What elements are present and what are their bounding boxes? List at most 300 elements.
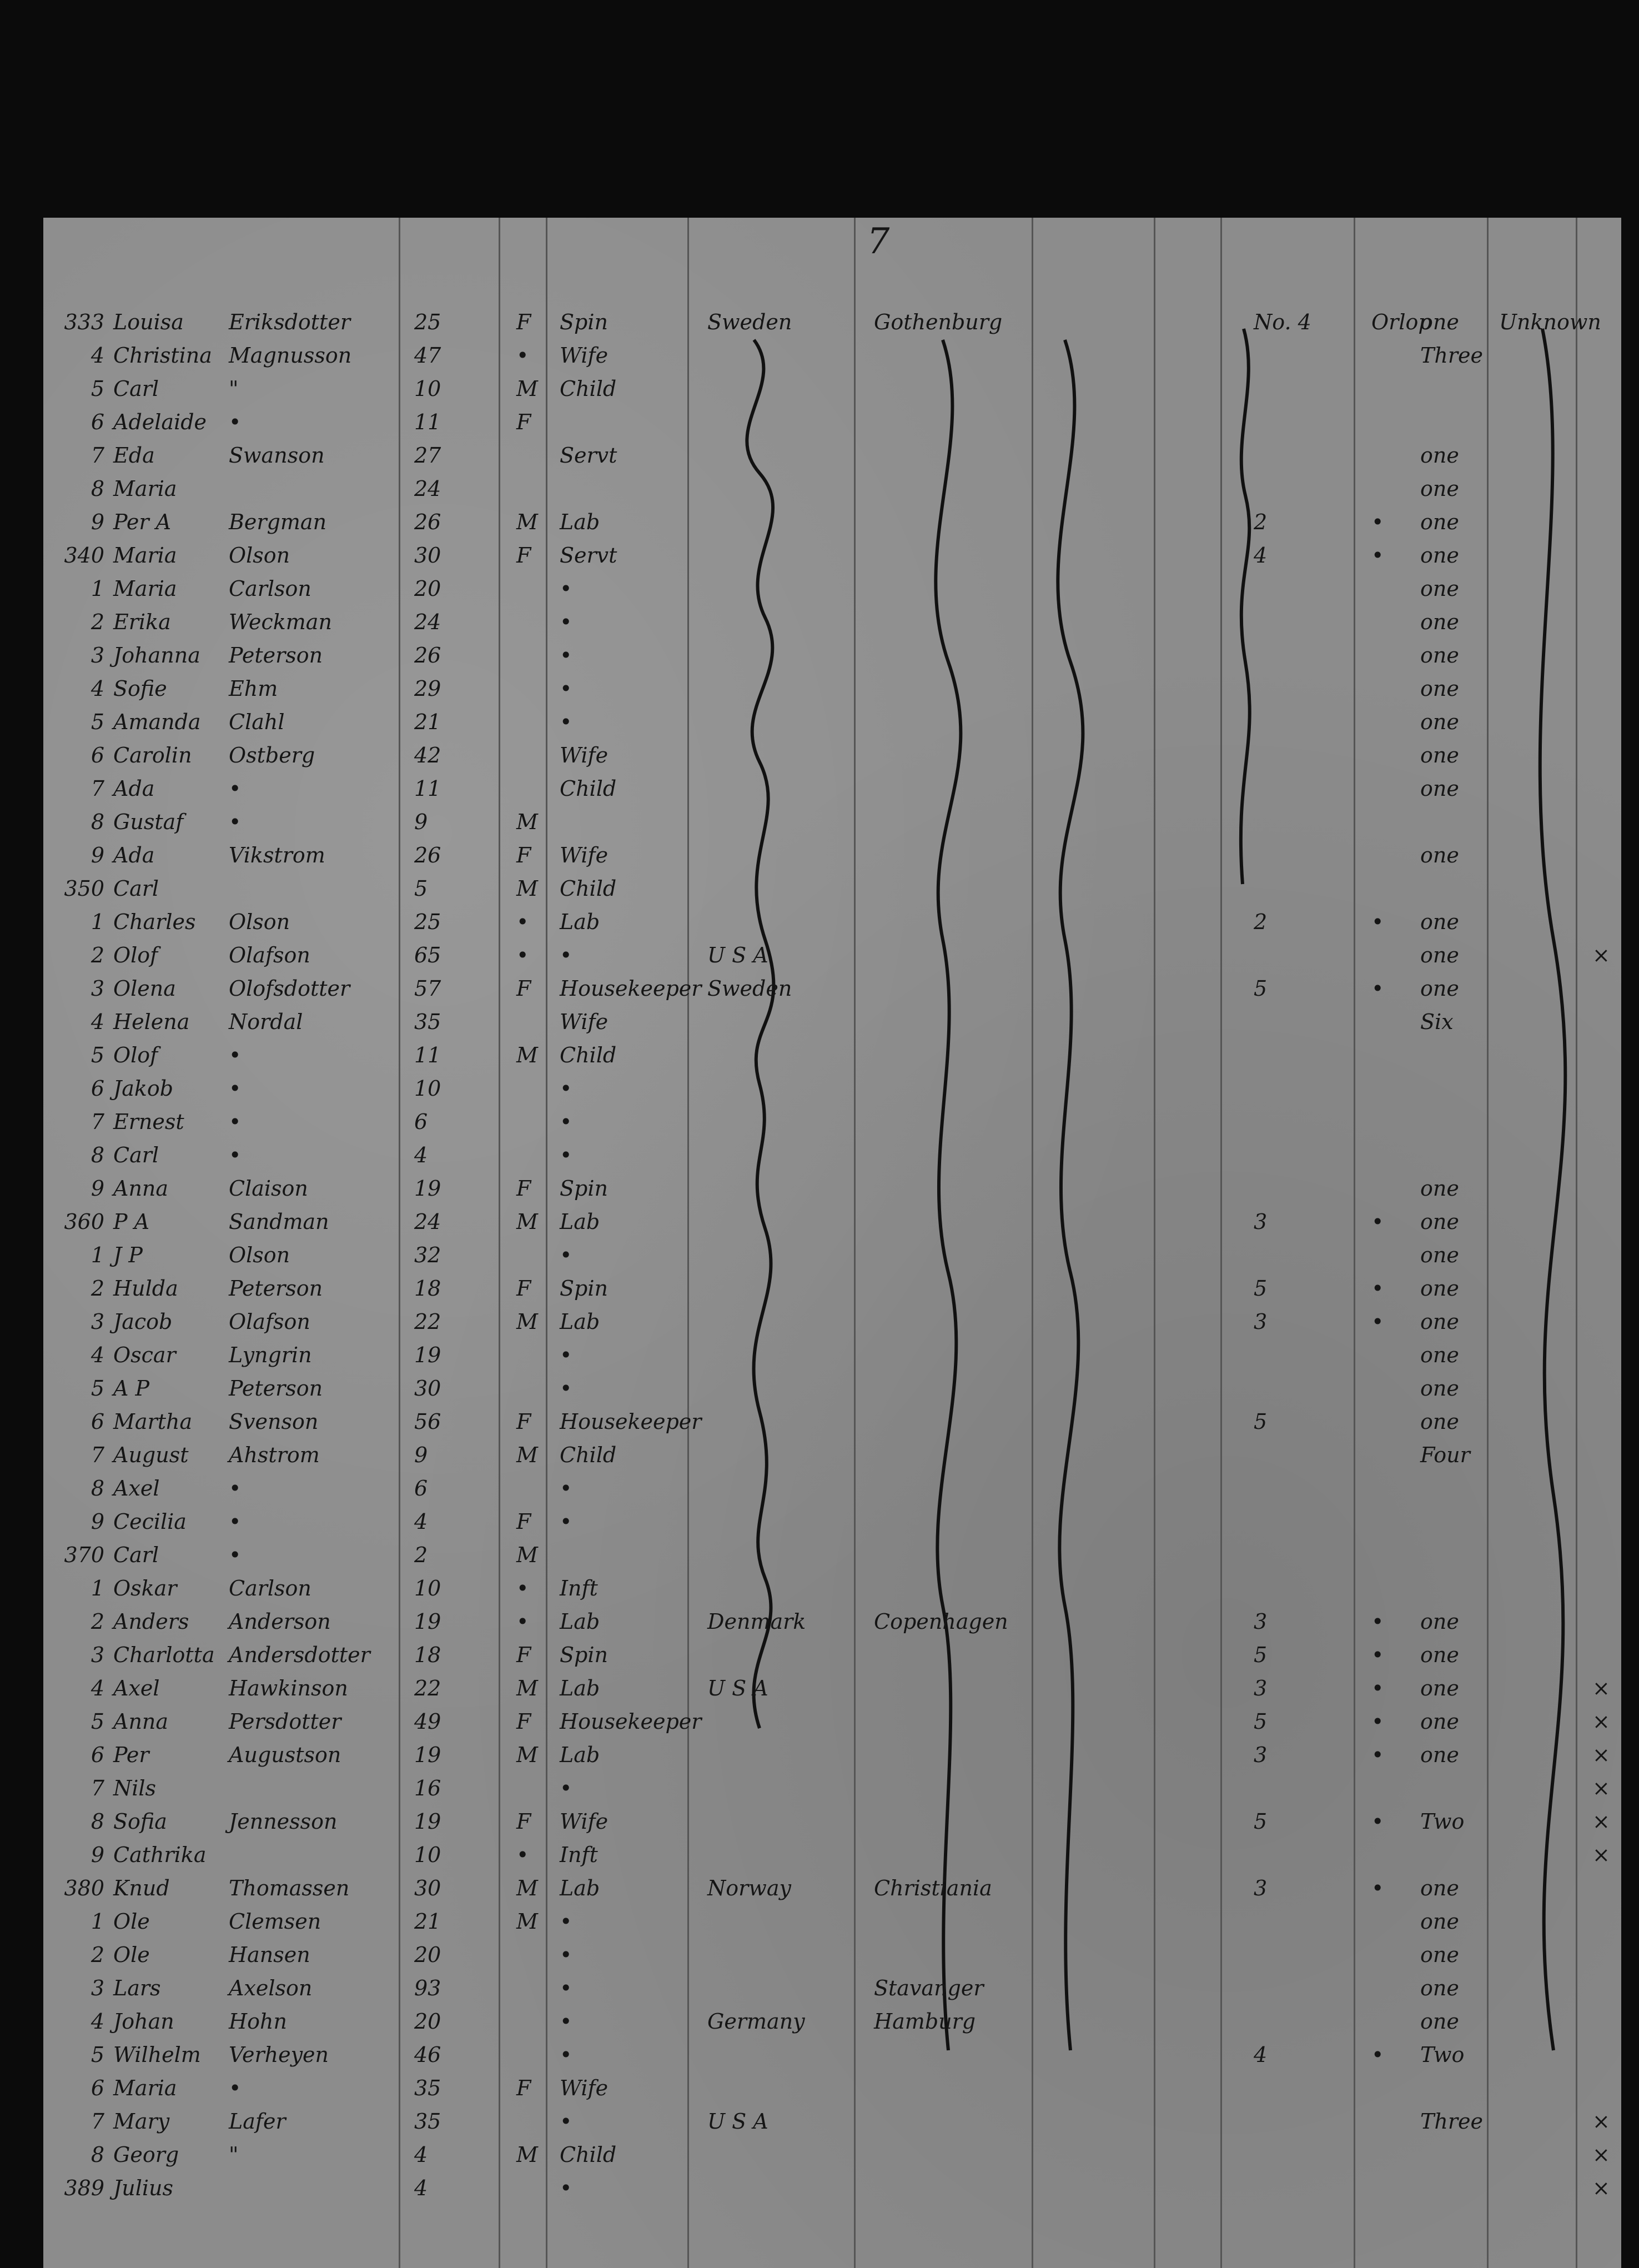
- entry-number: 5: [91, 2043, 104, 2067]
- surname: Svenson: [229, 1409, 319, 1434]
- surname: Ahstrom: [229, 1443, 320, 1467]
- entry-number: 3: [91, 1309, 104, 1334]
- given-name: Wilhelm: [113, 2043, 201, 2067]
- compartment-location: •: [1371, 1276, 1384, 1301]
- pieces-of-baggage: one: [1420, 1343, 1459, 1367]
- table-row: [43, 1471, 1621, 1504]
- table-row: [43, 871, 1621, 904]
- entry-number: 6: [91, 1409, 104, 1434]
- age: 19: [414, 1176, 441, 1201]
- age: 22: [414, 1676, 441, 1700]
- occupation: •: [560, 1376, 572, 1401]
- table-row: [43, 1970, 1621, 2004]
- occupation: •: [560, 1509, 572, 1534]
- occupation: Wife: [560, 2076, 609, 2100]
- entry-number: 389: [64, 2176, 104, 2200]
- pieces-of-baggage: one: [1420, 1176, 1459, 1201]
- age: 65: [414, 943, 441, 967]
- surname: Peterson: [229, 1376, 323, 1401]
- table-row: [43, 1604, 1621, 1637]
- surname: Axelson: [229, 1976, 313, 2000]
- entry-number: 333: [64, 310, 104, 334]
- pieces-of-baggage: one: [1420, 2009, 1459, 2034]
- compartment-number: 4: [1254, 2043, 1268, 2067]
- compartment-location: •: [1371, 543, 1384, 568]
- occupation: •: [560, 2009, 572, 2034]
- table-row: [43, 704, 1621, 737]
- sex: M: [516, 1543, 538, 1567]
- given-name: Louisa: [113, 310, 184, 334]
- entry-number: 7: [91, 776, 104, 801]
- given-name: P A: [113, 1210, 150, 1234]
- table-row: [43, 1004, 1621, 1037]
- given-name: Johanna: [113, 643, 200, 668]
- age: 10: [414, 1576, 441, 1600]
- surname: Vikstrom: [229, 843, 325, 867]
- entry-number: 4: [91, 1343, 104, 1367]
- table-row: [43, 1037, 1621, 1071]
- surname: Clahl: [229, 710, 285, 734]
- country: U S A: [707, 943, 768, 967]
- entry-number: 2: [91, 1943, 104, 1967]
- compartment-number: 3: [1254, 1210, 1268, 1234]
- pieces-of-baggage: one: [1420, 1309, 1459, 1334]
- surname: •: [229, 1143, 242, 1167]
- age: 11: [414, 776, 441, 801]
- entry-number: 7: [91, 1776, 104, 1800]
- entry-number: 8: [91, 810, 104, 834]
- passenger-rows: [43, 304, 1621, 2204]
- table-row: [43, 504, 1621, 538]
- occupation: Spin: [560, 310, 608, 334]
- compartment-number: 3: [1254, 1676, 1268, 1700]
- sex: F: [516, 976, 531, 1001]
- given-name: Jacob: [113, 1309, 173, 1334]
- entry-number: 6: [91, 743, 104, 767]
- pieces-of-baggage: Two: [1420, 1809, 1465, 1834]
- compartment-number: 5: [1254, 1643, 1268, 1667]
- given-name: Julius: [113, 2176, 173, 2200]
- pieces-of-baggage: Two: [1420, 2043, 1465, 2067]
- sex: •: [516, 943, 529, 967]
- compartment-location: •: [1371, 2043, 1384, 2067]
- surname: Olafson: [229, 943, 310, 967]
- table-row: [43, 1904, 1621, 1937]
- entry-number: 3: [91, 1976, 104, 2000]
- table-row: [43, 904, 1621, 937]
- compartment-number: 2: [1254, 910, 1268, 934]
- sex: F: [516, 1409, 531, 1434]
- given-name: Oscar: [113, 1343, 176, 1367]
- pieces-of-baggage: one: [1420, 476, 1459, 501]
- surname: Clemsen: [229, 1909, 321, 1934]
- table-row: [43, 1304, 1621, 1337]
- age: 25: [414, 910, 441, 934]
- entry-number: 5: [91, 1376, 104, 1401]
- occupation: Housekeeper: [560, 976, 702, 1001]
- margin-mark: ×: [1592, 2142, 1610, 2167]
- pieces-of-baggage: one: [1420, 843, 1459, 867]
- given-name: Axel: [113, 1476, 160, 1501]
- surname: •: [229, 1543, 242, 1567]
- age: 26: [414, 843, 441, 867]
- surname: Eriksdotter: [229, 310, 350, 334]
- surname: Peterson: [229, 1276, 323, 1301]
- sex: F: [516, 1709, 531, 1734]
- table-row: [43, 771, 1621, 804]
- pieces-of-baggage: one: [1420, 676, 1459, 701]
- margin-mark: ×: [1592, 1809, 1610, 1834]
- age: 57: [414, 976, 441, 1001]
- sex: •: [516, 1843, 529, 1867]
- surname: Ostberg: [229, 743, 315, 767]
- occupation: Housekeeper: [560, 1409, 702, 1434]
- given-name: Knud: [113, 1876, 170, 1900]
- given-name: Ernest: [113, 1110, 184, 1134]
- age: 26: [414, 643, 441, 668]
- given-name: Ada: [113, 843, 155, 867]
- occupation: Lab: [560, 510, 600, 534]
- table-row: [43, 1371, 1621, 1404]
- surname: Hohn: [229, 2009, 287, 2034]
- country: Sweden: [707, 976, 792, 1001]
- given-name: Maria: [113, 2076, 177, 2100]
- occupation: Child: [560, 1043, 617, 1067]
- table-row: [43, 937, 1621, 971]
- pieces-of-baggage: one: [1420, 1609, 1459, 1634]
- surname: •: [229, 1476, 242, 1501]
- surname: Augustson: [229, 1743, 341, 1767]
- table-row: [43, 638, 1621, 671]
- surname: Sandman: [229, 1210, 329, 1234]
- occupation: •: [560, 710, 572, 734]
- country: Germany: [707, 2009, 805, 2034]
- given-name: Anna: [113, 1709, 169, 1734]
- surname: ": [229, 2142, 239, 2167]
- age: 19: [414, 1343, 441, 1367]
- margin-mark: ×: [1592, 1743, 1610, 1767]
- entry-number: 8: [91, 1143, 104, 1167]
- entry-number: 3: [91, 643, 104, 668]
- table-row: [43, 338, 1621, 371]
- age: 10: [414, 1076, 441, 1101]
- margin-mark: ×: [1592, 943, 1610, 967]
- given-name: Maria: [113, 576, 177, 601]
- age: 25: [414, 310, 441, 334]
- compartment-number: 2: [1254, 510, 1268, 534]
- age: 32: [414, 1243, 441, 1267]
- entry-number: 6: [91, 1076, 104, 1101]
- given-name: Erika: [113, 610, 171, 634]
- surname: Olson: [229, 543, 290, 568]
- entry-number: 6: [91, 410, 104, 434]
- entry-number: 8: [91, 1476, 104, 1501]
- given-name: Helena: [113, 1010, 190, 1034]
- age: 5: [414, 876, 428, 901]
- occupation: Child: [560, 776, 617, 801]
- compartment-number: 3: [1254, 1309, 1268, 1334]
- occupation: Spin: [560, 1276, 608, 1301]
- occupation: Child: [560, 1443, 617, 1467]
- pieces-of-baggage: one: [1420, 943, 1459, 967]
- age: 18: [414, 1276, 441, 1301]
- pieces-of-baggage: one: [1420, 1909, 1459, 1934]
- occupation: •: [560, 1976, 572, 2000]
- occupation: •: [560, 1143, 572, 1167]
- page-number: 7: [867, 221, 890, 262]
- surname: Olafson: [229, 1309, 310, 1334]
- compartment-location: •: [1371, 976, 1384, 1001]
- compartment-number: No. 4: [1254, 310, 1311, 334]
- given-name: Carl: [113, 1143, 159, 1167]
- occupation: •: [560, 676, 572, 701]
- age: 18: [414, 1643, 441, 1667]
- entry-number: 9: [91, 1509, 104, 1534]
- country: Sweden: [707, 310, 792, 334]
- occupation: Wife: [560, 743, 609, 767]
- surname: •: [229, 776, 242, 801]
- surname: Nordal: [229, 1010, 303, 1034]
- pieces-of-baggage: one: [1420, 543, 1459, 568]
- sex: M: [516, 876, 538, 901]
- sex: M: [516, 1043, 538, 1067]
- given-name: Hulda: [113, 1276, 178, 1301]
- compartment-number: 3: [1254, 1609, 1268, 1634]
- compartment-location: •: [1371, 1609, 1384, 1634]
- pieces-of-baggage: one: [1420, 1243, 1459, 1267]
- entry-number: 9: [91, 1176, 104, 1201]
- age: 20: [414, 1943, 441, 1967]
- sex: F: [516, 310, 531, 334]
- compartment-location: •: [1371, 1210, 1384, 1234]
- sex: F: [516, 1509, 531, 1534]
- surname: •: [229, 2076, 242, 2100]
- pieces-of-baggage: one: [1420, 976, 1459, 1001]
- sex: M: [516, 1210, 538, 1234]
- pieces-of-baggage: one: [1420, 310, 1459, 334]
- given-name: Adelaide: [113, 410, 207, 434]
- surname: Lafer: [229, 2109, 286, 2134]
- sex: M: [516, 1876, 538, 1900]
- surname: •: [229, 410, 242, 434]
- entry-number: 4: [91, 676, 104, 701]
- table-row: [43, 304, 1621, 338]
- occupation: Housekeeper: [560, 1709, 702, 1734]
- compartment-location: •: [1371, 510, 1384, 534]
- pieces-of-baggage: one: [1420, 743, 1459, 767]
- table-row: [43, 1704, 1621, 1737]
- entry-number: 1: [91, 910, 104, 934]
- surname: Lyngrin: [229, 1343, 312, 1367]
- entry-number: 7: [91, 443, 104, 468]
- given-name: Olof: [113, 1043, 158, 1067]
- given-name: Nils: [113, 1776, 157, 1800]
- sex: F: [516, 410, 531, 434]
- given-name: Eda: [113, 443, 155, 468]
- sex: M: [516, 1676, 538, 1700]
- sex: M: [516, 377, 538, 401]
- manifest-page: [43, 218, 1621, 2268]
- port: Hamburg: [874, 2009, 976, 2034]
- given-name: Anna: [113, 1176, 169, 1201]
- age: 21: [414, 1909, 441, 1934]
- entry-number: 7: [91, 1110, 104, 1134]
- entry-number: 370: [64, 1543, 104, 1567]
- table-row: [43, 2137, 1621, 2170]
- age: 11: [414, 1043, 441, 1067]
- surname: Verheyen: [229, 2043, 329, 2067]
- table-row: [43, 1504, 1621, 1537]
- table-row: [43, 1404, 1621, 1437]
- sex: M: [516, 1309, 538, 1334]
- compartment-number: 5: [1254, 1709, 1268, 1734]
- entry-number: 350: [64, 876, 104, 901]
- pieces-of-baggage: one: [1420, 576, 1459, 601]
- given-name: August: [113, 1443, 189, 1467]
- compartment-location: •: [1371, 1643, 1384, 1667]
- given-name: Charlotta: [113, 1643, 215, 1667]
- sex: F: [516, 543, 531, 568]
- entry-number: 4: [91, 2009, 104, 2034]
- pieces-of-baggage: one: [1420, 1210, 1459, 1234]
- entry-number: 2: [91, 1609, 104, 1634]
- sex: F: [516, 2076, 531, 2100]
- entry-number: 8: [91, 476, 104, 501]
- surname: Carlson: [229, 576, 311, 601]
- port: Gothenburg: [874, 310, 1003, 334]
- age: 24: [414, 1210, 441, 1234]
- compartment-number: 3: [1254, 1743, 1268, 1767]
- surname: Andersdotter: [229, 1643, 370, 1667]
- pieces-of-baggage: one: [1420, 710, 1459, 734]
- port: Copenhagen: [874, 1609, 1008, 1634]
- pieces-of-baggage: one: [1420, 776, 1459, 801]
- port: Christiania: [874, 1876, 992, 1900]
- table-row: [43, 1071, 1621, 1104]
- margin-mark: ×: [1592, 1676, 1610, 1700]
- pieces-of-baggage: one: [1420, 1976, 1459, 2000]
- age: 93: [414, 1976, 441, 2000]
- pieces-of-baggage: one: [1420, 1376, 1459, 1401]
- given-name: J P: [113, 1243, 143, 1267]
- table-row: [43, 1204, 1621, 1237]
- table-row: [43, 2104, 1621, 2137]
- compartment-number: 3: [1254, 1876, 1268, 1900]
- pieces-of-baggage: Six: [1420, 1010, 1454, 1034]
- age: 9: [414, 1443, 428, 1467]
- age: 26: [414, 510, 441, 534]
- surname: Jennesson: [229, 1809, 338, 1834]
- table-row: [43, 438, 1621, 471]
- given-name: Georg: [113, 2142, 179, 2167]
- given-name: Charles: [113, 910, 196, 934]
- entry-number: 9: [91, 843, 104, 867]
- given-name: Mary: [113, 2109, 170, 2134]
- sex: F: [516, 1809, 531, 1834]
- age: 21: [414, 710, 441, 734]
- table-row: [43, 2070, 1621, 2104]
- age: 20: [414, 2009, 441, 2034]
- age: 11: [414, 410, 441, 434]
- age: 6: [414, 1110, 428, 1134]
- occupation: Lab: [560, 1876, 600, 1900]
- given-name: Carl: [113, 1543, 159, 1567]
- table-row: [43, 737, 1621, 771]
- entry-number: 3: [91, 1643, 104, 1667]
- given-name: Carl: [113, 377, 159, 401]
- table-row: [43, 837, 1621, 871]
- surname: Hawkinson: [229, 1676, 348, 1700]
- surname: Olofsdotter: [229, 976, 350, 1001]
- pieces-of-baggage: one: [1420, 1709, 1459, 1734]
- table-row: [43, 1937, 1621, 1970]
- occupation: Wife: [560, 1809, 609, 1834]
- table-row: [43, 1337, 1621, 1371]
- age: 30: [414, 543, 441, 568]
- surname: Persdotter: [229, 1709, 341, 1734]
- table-row: [43, 671, 1621, 704]
- surname: •: [229, 1110, 242, 1134]
- occupation: Wife: [560, 1010, 609, 1034]
- table-row: [43, 404, 1621, 438]
- age: 6: [414, 1476, 428, 1501]
- age: 30: [414, 1376, 441, 1401]
- occupation: Child: [560, 2142, 617, 2167]
- given-name: Johan: [113, 2009, 174, 2034]
- table-row: [43, 571, 1621, 604]
- age: 35: [414, 1010, 441, 1034]
- given-name: Olena: [113, 976, 176, 1001]
- surname: Weckman: [229, 610, 332, 634]
- age: 4: [414, 2176, 428, 2200]
- table-row: [43, 471, 1621, 504]
- given-name: Maria: [113, 543, 177, 568]
- surname: •: [229, 1509, 242, 1534]
- pieces-of-baggage: one: [1420, 510, 1459, 534]
- occupation: •: [560, 1110, 572, 1134]
- surname: Thomassen: [229, 1876, 350, 1900]
- country: Denmark: [707, 1609, 806, 1634]
- sex: •: [516, 910, 529, 934]
- entry-number: 6: [91, 1743, 104, 1767]
- age: 9: [414, 810, 428, 834]
- margin-mark: ×: [1592, 2109, 1610, 2134]
- compartment-number: 5: [1254, 976, 1268, 1001]
- age: 35: [414, 2076, 441, 2100]
- age: 27: [414, 443, 441, 468]
- pieces-of-baggage: one: [1420, 1643, 1459, 1667]
- table-row: [43, 1537, 1621, 1570]
- sex: F: [516, 1176, 531, 1201]
- entry-number: 5: [91, 1709, 104, 1734]
- occupation: •: [560, 1943, 572, 1967]
- entry-number: 340: [64, 543, 104, 568]
- sex: F: [516, 843, 531, 867]
- given-name: Martha: [113, 1409, 193, 1434]
- pieces-of-baggage: one: [1420, 610, 1459, 634]
- given-name: A P: [113, 1376, 150, 1401]
- margin-mark: ×: [1592, 1709, 1610, 1734]
- given-name: Gustaf: [113, 810, 184, 834]
- given-name: Cathrika: [113, 1843, 207, 1867]
- occupation: •: [560, 1243, 572, 1267]
- given-name: Olof: [113, 943, 158, 967]
- given-name: Lars: [113, 1976, 161, 2000]
- occupation: •: [560, 610, 572, 634]
- occupation: •: [560, 1476, 572, 1501]
- pieces-of-baggage: one: [1420, 910, 1459, 934]
- surname: •: [229, 1076, 242, 1101]
